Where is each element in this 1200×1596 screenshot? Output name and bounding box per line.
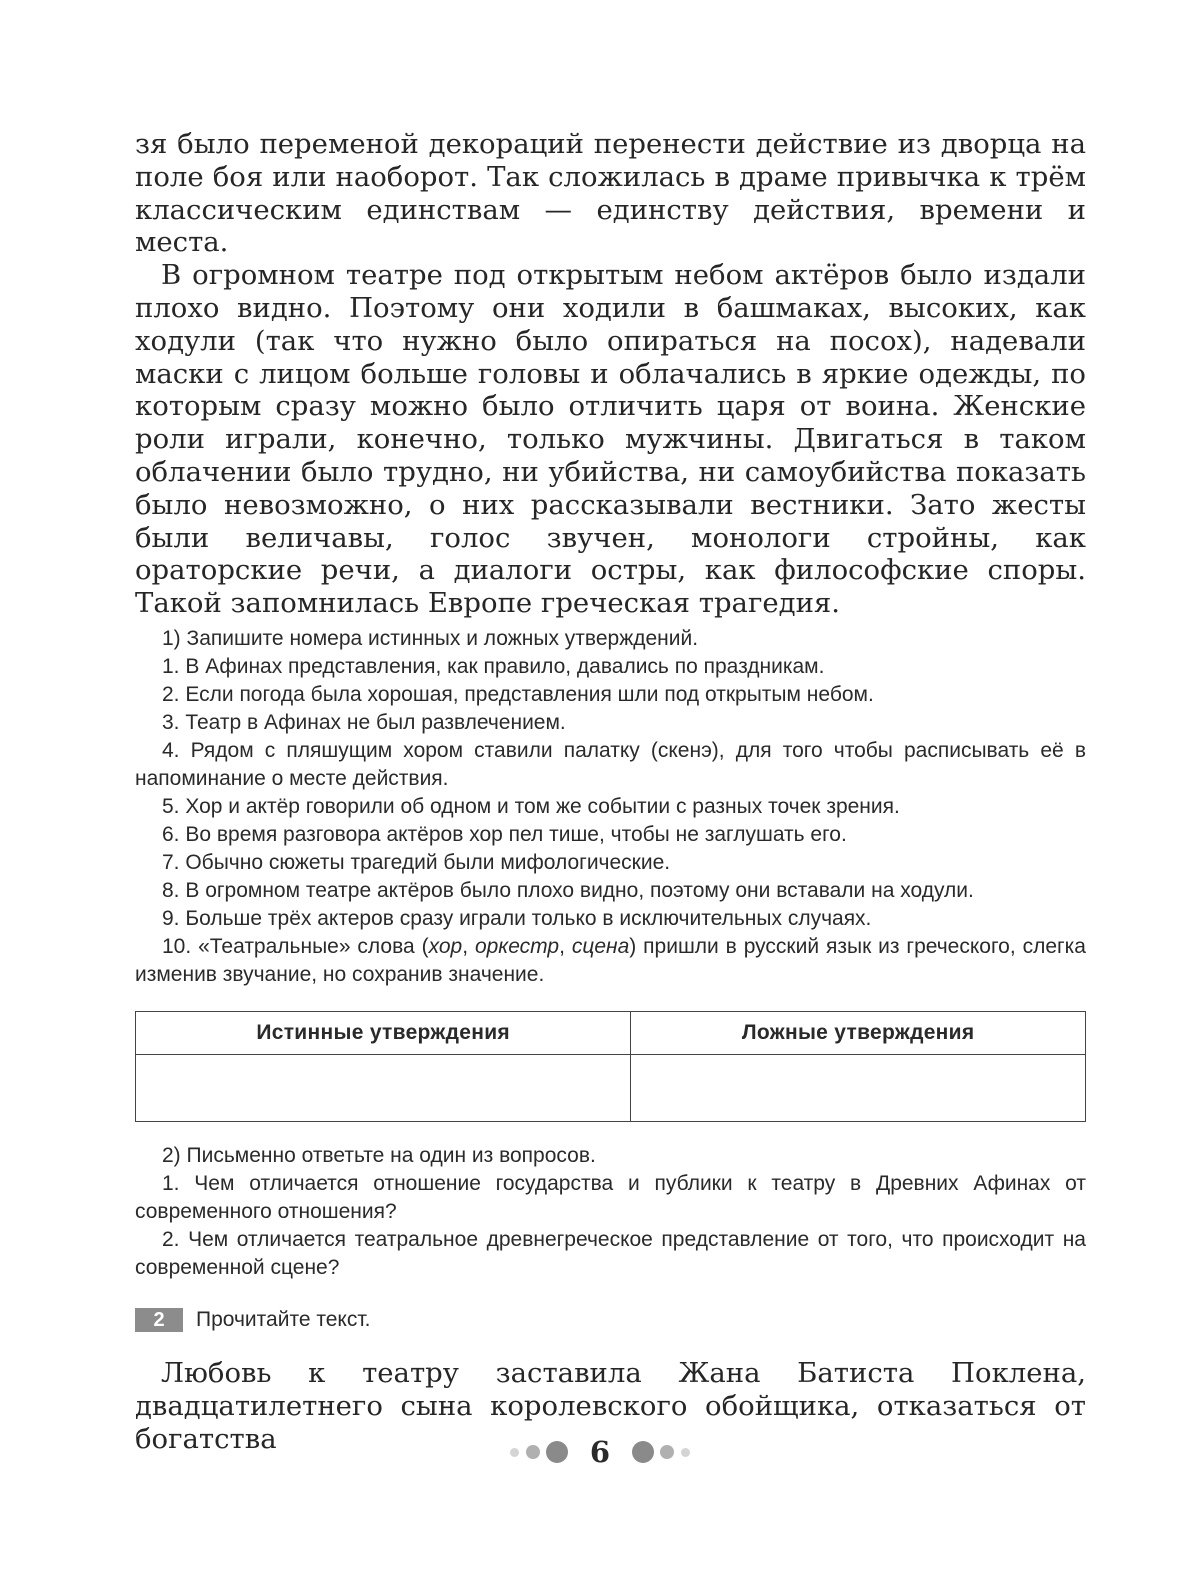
task-number-badge: 2 <box>135 1308 183 1332</box>
reading-text-top <box>135 128 1086 620</box>
header-false-statements: Ложные утверждения <box>631 1011 1086 1054</box>
table-row <box>136 1054 1086 1121</box>
statement: 7. Обычно сюжеты трагедий были мифологические. <box>162 850 671 874</box>
statement: 9. Больше трёх актеров сразу играли только в исключительных случаях. <box>162 906 872 930</box>
decorative-dot <box>546 1441 568 1463</box>
table-header-row <box>136 1011 1086 1054</box>
statement: 2. Если погода была хорошая, представления шли под открытым небом. <box>162 682 874 706</box>
task2-label: Прочитайте текст. <box>196 1307 371 1331</box>
page-number: 6 <box>589 1435 611 1469</box>
page-content <box>135 128 1086 1455</box>
answer-cell-false[interactable] <box>631 1054 1086 1121</box>
statement: 4. Рядом с пляшущим хором ставили палатку (скенэ), для того чтобы расписывать её в напоминание о месте действия. <box>135 738 1086 790</box>
question: 2. Чем отличается театральное древнегреческое представление от того, что происходит на современной сцене? <box>135 1227 1086 1279</box>
paragraph: В огромном театре под открытым небом актёров было издали плохо видно. Поэтому они ходили в башмаках, высоких, как ходули (так что нужно было опираться на посох), надевали маски с лицом больше головы и облачались в яркие одежды, по которым сразу можно было отличить царя от воина. Женские роли играли, конечно, только мужчины. Двигаться в таком облачении было трудно, ни убийства, ни самоубийства показать было невозможно, о них рассказывали вестники. Зато жесты были величавы, голос звучен, монологи стройны, как ораторские речи, а диалоги остры, как философские споры. Такой запомнилась Европе греческая трагедия. <box>135 259 1086 620</box>
decorative-dot <box>510 1448 519 1457</box>
answer-cell-true[interactable] <box>136 1054 631 1121</box>
question: 1. Чем отличается отношение государства и публики к театру в Древних Афинах от современного отношения? <box>135 1171 1086 1223</box>
paragraph: зя было переменой декораций перенести действие из дворца на поле боя или наоборот. Так сложилась в драме привычка к трём классическим единствам — единству действия, времени и места. <box>135 128 1086 259</box>
statement: 1. В Афинах представления, как правило, давались по праздникам. <box>162 654 825 678</box>
decorative-dot <box>660 1445 674 1459</box>
task2-header <box>135 1308 1086 1332</box>
task1-part2-instruction: 2) Письменно ответьте на один из вопросов. <box>162 1143 596 1167</box>
decorative-dot <box>526 1445 540 1459</box>
statement: 6. Во время разговора актёров хор пел тише, чтобы не заглушать его. <box>162 822 847 846</box>
statement: 8. В огромном театре актёров было плохо видно, поэтому они вставали на ходули. <box>162 878 974 902</box>
separator: , <box>462 934 475 958</box>
decorative-dot <box>632 1441 654 1463</box>
italic-word: оркестр <box>474 934 560 958</box>
statement-10-part: 10. «Театральные» слова ( <box>162 934 429 958</box>
page-footer <box>0 1432 1200 1472</box>
header-true-statements: Истинные утверждения <box>136 1011 631 1054</box>
statement-10 <box>135 933 1086 989</box>
italic-word: сцена <box>571 934 630 958</box>
task1-questions <box>135 1142 1086 1282</box>
statement-10-part: ) пришли в русский язык из греческого, слегка изменив звучание, но сохранив значение. <box>135 934 1086 986</box>
italic-word: хор <box>428 934 463 958</box>
statement: 3. Театр в Афинах не был развлечением. <box>162 710 566 734</box>
task1-statements <box>135 625 1086 989</box>
statement: 5. Хор и актёр говорили об одном и том же событии с разных точек зрения. <box>162 794 900 818</box>
answer-table <box>135 1011 1086 1122</box>
separator: , <box>559 934 572 958</box>
decorative-dot <box>681 1448 690 1457</box>
paragraph: Любовь к театру заставила Жана Батиста Поклена, двадцатилетнего сына королевского обойщика, отказаться от богатства <box>135 1356 1086 1455</box>
task1-instruction: 1) Запишите номера истинных и ложных утверждений. <box>162 626 699 650</box>
